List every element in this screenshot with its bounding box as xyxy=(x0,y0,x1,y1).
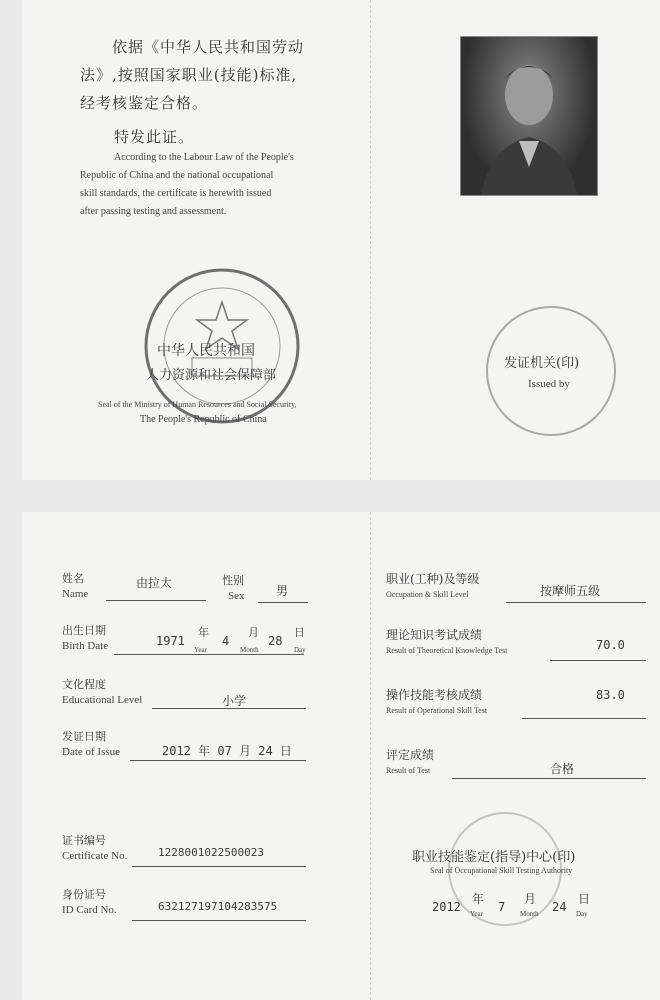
id-label-zh: 身份证号 xyxy=(62,888,106,901)
edu-value: 小学 xyxy=(222,694,247,708)
certificate-top-page xyxy=(22,0,660,480)
auth-year-en: Year xyxy=(470,910,483,918)
page-fold xyxy=(370,0,371,480)
seal-caption-en2: The People's Republic of China xyxy=(140,414,267,425)
page-fold xyxy=(370,512,371,1000)
birth-year-en: Year xyxy=(194,646,207,654)
sex-label-en: Sex xyxy=(228,590,245,602)
auth-month: 7 xyxy=(498,900,506,914)
statement-en-line4: after passing testing and assessment. xyxy=(80,206,227,217)
seal-caption-en1: Seal of the Ministry of Human Resources and Social Security, xyxy=(98,400,297,409)
edu-label-zh: 文化程度 xyxy=(62,678,106,691)
auth-day: 24 xyxy=(552,900,567,914)
statement-en-line1: According to the Labour Law of the People's xyxy=(114,152,294,163)
id-label-en: ID Card No. xyxy=(62,904,117,916)
statement-zh-line3: 经考核鉴定合格。 xyxy=(80,94,209,112)
cert-label-en: Certificate No. xyxy=(62,850,128,862)
cert-label-zh: 证书编号 xyxy=(62,834,106,847)
birth-day-zh: 日 xyxy=(294,626,305,639)
statement-en-line3: skill standards, the certificate is herewith issued xyxy=(80,188,272,199)
occ-label-en: Occupation & Skill Level xyxy=(386,590,469,599)
birth-month-zh: 月 xyxy=(248,626,259,639)
birth-month: 4 xyxy=(222,634,230,648)
skill-label-zh: 操作技能考核成绩 xyxy=(386,688,483,702)
auth-month-zh: 月 xyxy=(524,892,537,906)
sex-value: 男 xyxy=(276,584,289,598)
statement-zh-line4: 特发此证。 xyxy=(114,128,195,146)
birth-month-en: Month xyxy=(240,646,259,654)
issuer-label-zh: 发证机关(印) xyxy=(504,356,580,371)
auth-month-en: Month xyxy=(520,910,539,918)
skill-label-en: Result of Operational Skill Test xyxy=(386,706,488,715)
seal-center-line1: 中华人民共和国 xyxy=(157,343,255,359)
birth-day-en: Day xyxy=(294,646,306,654)
result-label-en: Result of Test xyxy=(386,766,431,775)
theory-value: 70.0 xyxy=(596,638,625,652)
birth-label-en: Birth Date xyxy=(62,640,109,652)
issue-value: 2012 年 07 月 24 日 xyxy=(162,744,292,758)
issue-label-zh: 发证日期 xyxy=(62,730,106,743)
birth-label-zh: 出生日期 xyxy=(62,624,106,637)
statement-zh-line1: 依据《中华人民共和国劳动 xyxy=(112,38,305,56)
issuer-seal xyxy=(486,306,616,436)
auth-day-zh: 日 xyxy=(578,892,591,906)
auth-year: 2012 xyxy=(432,900,461,914)
sex-label-zh: 性别 xyxy=(222,574,244,587)
result-value: 合格 xyxy=(550,762,575,776)
holder-photo xyxy=(460,36,598,196)
authority-label-zh: 职业技能鉴定(指导)中心(印) xyxy=(412,850,576,865)
name-label-zh: 姓名 xyxy=(62,572,84,585)
issue-label-en: Date of Issue xyxy=(62,746,121,758)
skill-line xyxy=(522,700,646,719)
issuer-label-en: Issued by xyxy=(528,378,570,390)
theory-label-en: Result of Theoretical Knowledge Test xyxy=(386,646,508,655)
seal-center-line2: 人力资源和社会保障部 xyxy=(146,368,277,383)
auth-day-en: Day xyxy=(576,910,588,918)
result-label-zh: 评定成绩 xyxy=(386,748,435,762)
occ-value: 按摩师五级 xyxy=(540,584,601,598)
auth-year-zh: 年 xyxy=(472,892,485,906)
birth-year-zh: 年 xyxy=(198,626,209,639)
birth-year: 1971 xyxy=(156,634,185,648)
theory-label-zh: 理论知识考试成绩 xyxy=(386,628,483,642)
authority-label-en: Seal of Occupational Skill Testing Authority xyxy=(430,866,573,875)
birth-day: 28 xyxy=(268,634,283,648)
statement-zh-line2: 法》,按照国家职业(技能)标准, xyxy=(80,66,298,84)
edu-label-en: Educational Level xyxy=(62,694,143,706)
result-line xyxy=(452,760,646,779)
id-value: 632127197104283575 xyxy=(158,900,278,913)
certificate-bottom-page xyxy=(22,512,660,1000)
occ-label-zh: 职业(工种)及等级 xyxy=(386,572,480,586)
statement-en-line2: Republic of China and the national occupational xyxy=(80,170,274,181)
cert-value: 1228001022500023 xyxy=(158,846,264,859)
name-value: 由拉太 xyxy=(136,576,173,590)
name-label-en: Name xyxy=(62,588,89,600)
skill-value: 83.0 xyxy=(596,688,625,702)
